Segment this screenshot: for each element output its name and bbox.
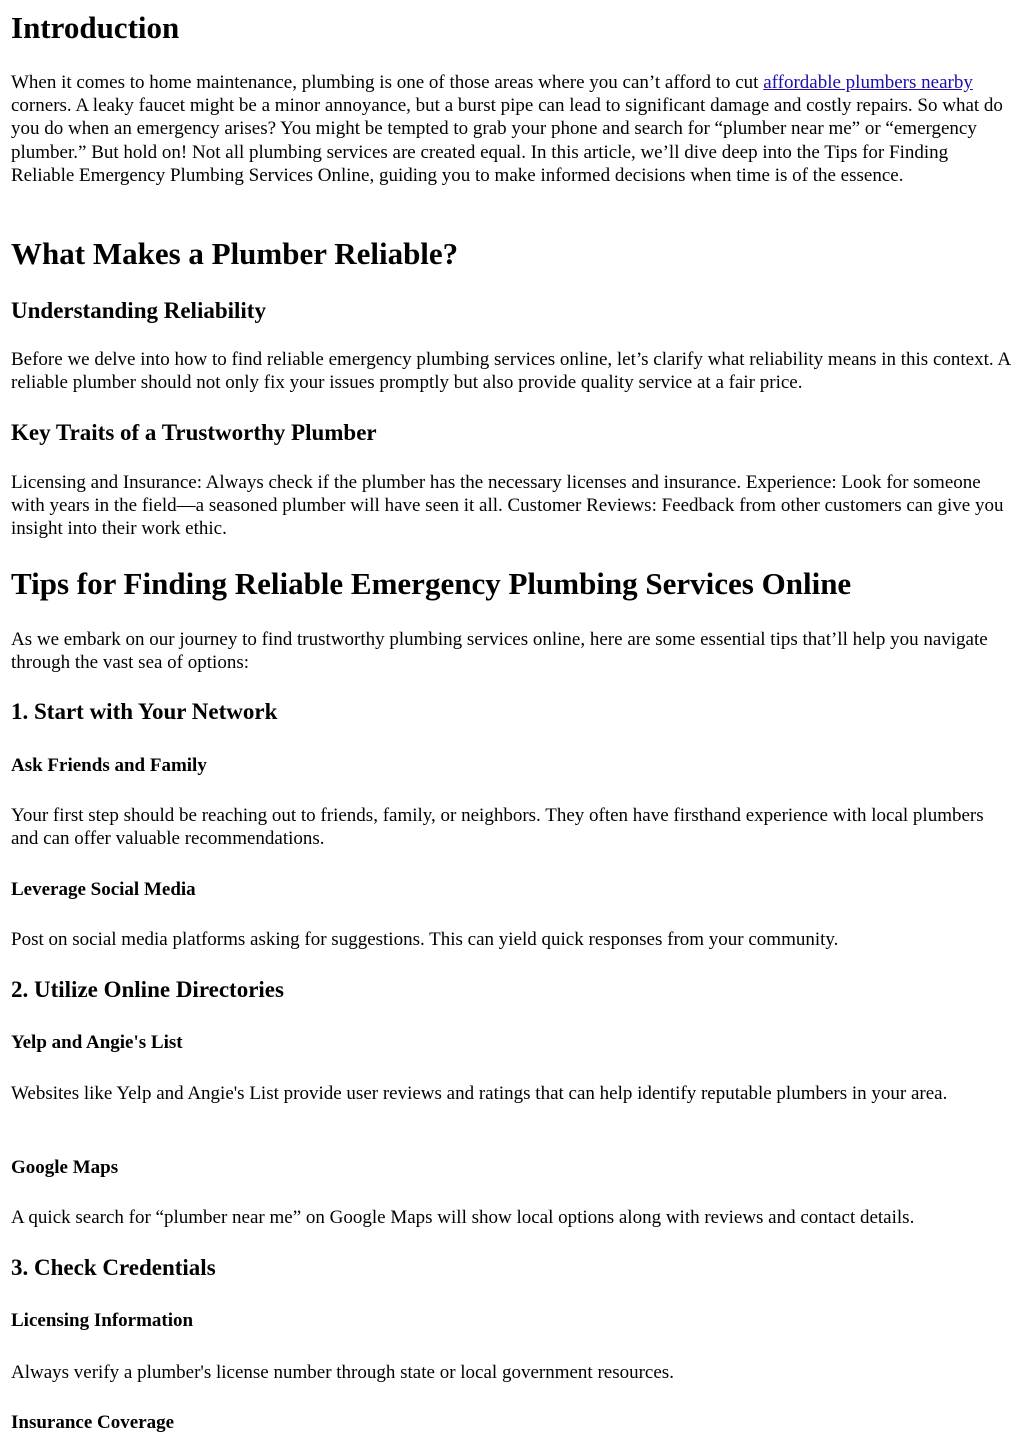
licensing-heading: Licensing Information (11, 1310, 194, 1331)
affordable-plumbers-link[interactable]: affordable plumbers nearby (763, 72, 973, 93)
intro-text-before-link: When it comes to home maintenance, plumbing is one of those areas where you can’t afford to cut (11, 72, 764, 93)
reliable-heading: What Makes a Plumber Reliable? (11, 236, 459, 271)
intro-paragraph (11, 71, 1011, 187)
tips-intro-text: As we embark on our journey to find trustworthy plumbing services online, here are some essential tips that’ll help you navigate through the vast sea of options: (11, 629, 988, 674)
social-media-heading: Leverage Social Media (11, 879, 196, 900)
google-maps-heading: Google Maps (11, 1157, 119, 1178)
yelp-heading: Yelp and Angie's List (11, 1032, 183, 1053)
social-media-text: Post on social media platforms asking for suggestions. This can yield quick responses from your community. (11, 929, 839, 950)
tips-heading: Tips for Finding Reliable Emergency Plumbing Services Online (11, 566, 852, 601)
understanding-reliability-heading: Understanding Reliability (11, 298, 266, 323)
intro-text-after-link: corners. A leaky faucet might be a minor annoyance, but a burst pipe can lead to significant damage and costly repairs. So what do you do when an emergency arises? You might be tempted to grab your phone and search for “plumber near me” or “emergency plumber.” But hold on! Not all plumbing services are created equal. In this article, we’ll dive deep into the Tips for Finding Reliable Emergency Plumbing Services Online, guiding you to make informed decisions when time is of the essence. (11, 95, 1003, 186)
intro-heading: Introduction (11, 10, 180, 45)
yelp-text: Websites like Yelp and Angie's List provide user reviews and ratings that can help identify reputable plumbers in your area. (11, 1083, 948, 1104)
credentials-heading: 3. Check Credentials (11, 1255, 216, 1280)
ask-friends-text: Your first step should be reaching out to friends, family, or neighbors. They often have firsthand experience with local plumbers and can offer valuable recommendations. (11, 805, 984, 850)
licensing-text: Always verify a plumber's license number through state or local government resources. (11, 1362, 674, 1383)
ask-friends-heading: Ask Friends and Family (11, 755, 207, 776)
google-maps-text: A quick search for “plumber near me” on Google Maps will show local options along with reviews and contact details. (11, 1207, 915, 1228)
directories-heading: 2. Utilize Online Directories (11, 977, 284, 1002)
key-traits-text: Licensing and Insurance: Always check if the plumber has the necessary licenses and insurance. Experience: Look for someone with years in the field—a seasoned plumber will have seen it all. Customer Reviews: Feedback from other customers can give you insight into their work ethic. (11, 472, 1004, 540)
key-traits-heading: Key Traits of a Trustworthy Plumber (11, 420, 377, 445)
understanding-reliability-text: Before we delve into how to find reliable emergency plumbing services online, let’s clarify what reliability means in this context. A reliable plumber should not only fix your issues promptly but also provide quality service at a fair price. (11, 349, 1010, 394)
insurance-heading: Insurance Coverage (11, 1412, 175, 1433)
network-heading: 1. Start with Your Network (11, 699, 278, 724)
